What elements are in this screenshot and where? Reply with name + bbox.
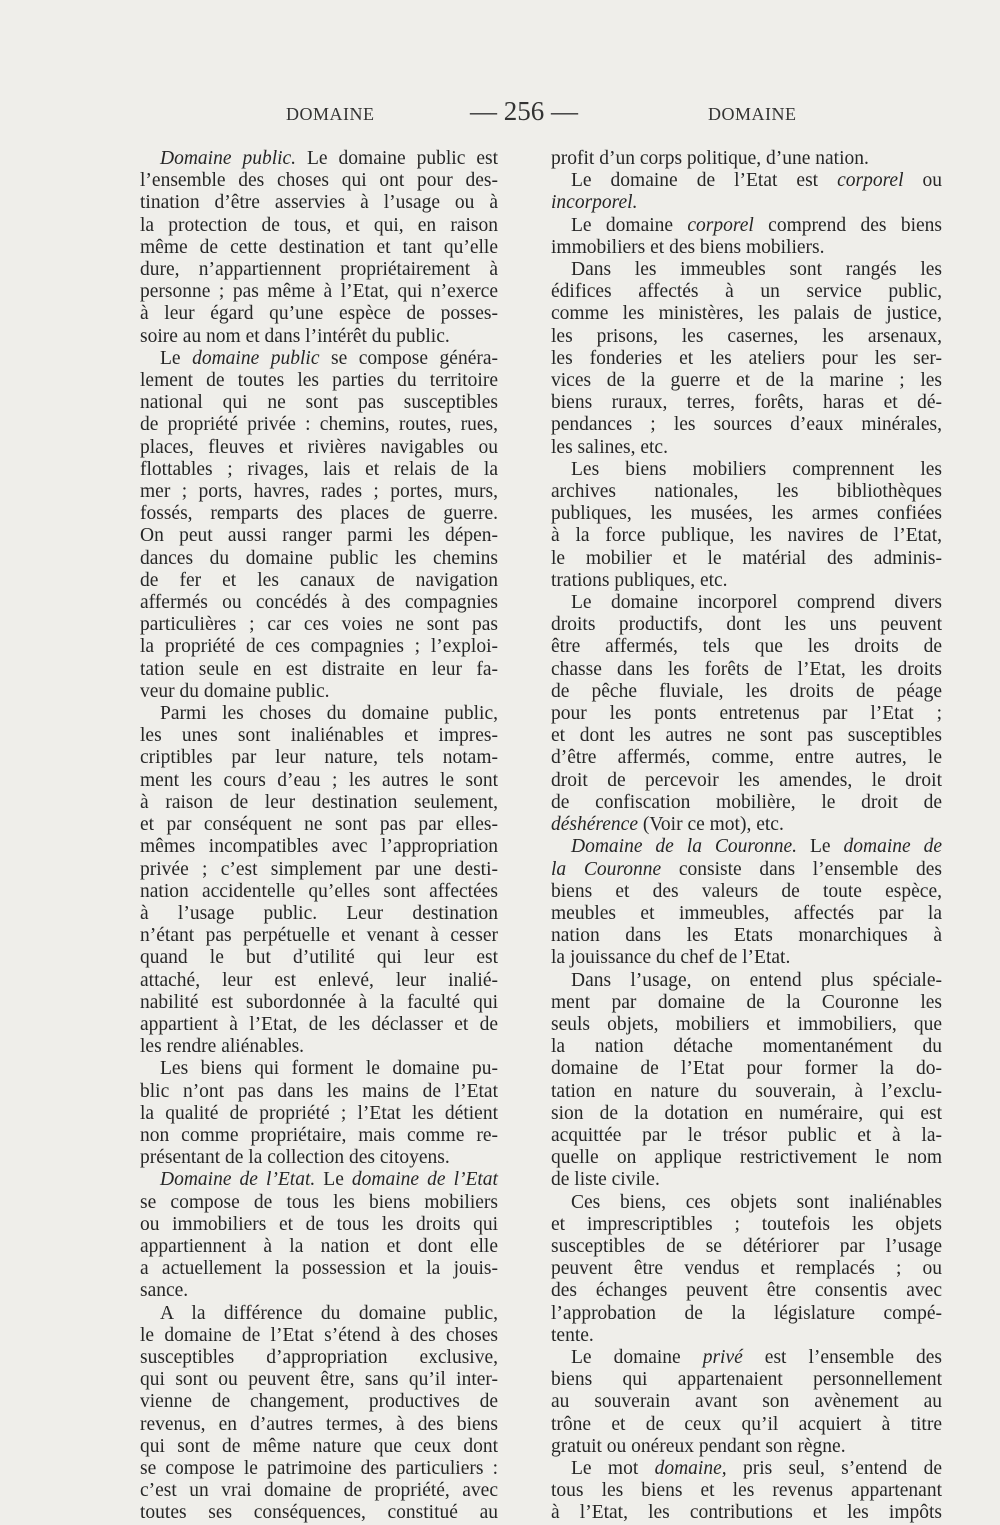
text-line bbox=[551, 970, 942, 992]
text-line bbox=[551, 814, 942, 836]
right-column bbox=[551, 148, 942, 1525]
text-segment: tation en nature du souverain, à l’exclu- bbox=[551, 1080, 942, 1102]
text-line bbox=[551, 1280, 942, 1302]
text-line bbox=[551, 992, 942, 1014]
text-segment: non comme propriétaire, mais comme re- bbox=[140, 1124, 498, 1146]
text-line bbox=[551, 259, 942, 281]
text-line bbox=[551, 770, 942, 792]
text-line bbox=[140, 725, 498, 747]
page-number: — 256 — bbox=[470, 96, 578, 126]
text-line bbox=[140, 1436, 498, 1458]
text-line bbox=[140, 947, 498, 969]
text-line bbox=[551, 237, 942, 259]
text-line bbox=[551, 1414, 942, 1436]
text-segment: revenus, en d’autres termes, à des biens bbox=[140, 1413, 498, 1435]
page-header bbox=[0, 96, 1000, 128]
text-segment: toutes ses conséquences, constitué au bbox=[140, 1502, 498, 1524]
text-segment: Le domaine de l’Etat est bbox=[571, 170, 838, 192]
text-segment: A la différence du domaine public, bbox=[160, 1302, 498, 1324]
text-segment: les salines, etc. bbox=[551, 436, 668, 458]
text-segment: l’approbation de la législature compé- bbox=[551, 1302, 942, 1324]
text-segment: et imprescriptibles ; toutefois les objets bbox=[551, 1213, 942, 1235]
text-line bbox=[140, 681, 498, 703]
text-segment: peuvent être vendus et remplacés ; ou bbox=[551, 1258, 942, 1280]
text-line bbox=[140, 392, 498, 414]
text-segment: On peut aussi ranger parmi les dépen- bbox=[140, 525, 498, 547]
text-segment: nabilité est subordonnée à la faculté qui bbox=[140, 991, 498, 1013]
text-segment: pendances ; les sources d’eaux minérales, bbox=[551, 414, 942, 436]
italic-text: domaine de l’Etat bbox=[351, 1169, 498, 1191]
text-segment: à raison de leur destination seulement, bbox=[140, 791, 498, 813]
text-line bbox=[140, 1280, 498, 1302]
text-line bbox=[140, 836, 498, 858]
text-line bbox=[140, 414, 498, 436]
text-line bbox=[551, 925, 942, 947]
text-segment: Dans l’usage, on entend plus spéciale- bbox=[571, 969, 942, 991]
text-line bbox=[140, 1325, 498, 1347]
text-line bbox=[140, 437, 498, 459]
text-segment: nation accidentelle qu’elles sont affectées bbox=[140, 880, 498, 902]
text-line bbox=[551, 881, 942, 903]
text-line bbox=[140, 1103, 498, 1125]
italic-text: la Couronne bbox=[551, 858, 662, 880]
text-segment: gratuit ou onéreux pendant son règne. bbox=[551, 1435, 846, 1457]
text-line bbox=[551, 503, 942, 525]
text-line bbox=[140, 326, 498, 348]
text-line bbox=[140, 1414, 498, 1436]
text-line bbox=[140, 215, 498, 237]
text-segment: Dans les immeubles sont rangés les bbox=[571, 259, 942, 281]
text-line bbox=[551, 947, 942, 969]
text-line bbox=[140, 1125, 498, 1147]
text-line bbox=[140, 1014, 498, 1036]
text-segment: Ces biens, ces objets sont inaliénables bbox=[571, 1191, 942, 1213]
italic-text: privé bbox=[702, 1346, 743, 1368]
text-segment: domaine de l’Etat pour former la do- bbox=[551, 1058, 942, 1080]
text-segment: sance. bbox=[140, 1280, 189, 1302]
text-segment: à l’usage public. Leur destination bbox=[140, 902, 498, 924]
text-line bbox=[140, 881, 498, 903]
text-line bbox=[551, 1214, 942, 1236]
text-segment: ou bbox=[903, 170, 943, 192]
text-segment: la protection de tous, et qui, en raison bbox=[140, 214, 498, 236]
text-line bbox=[551, 370, 942, 392]
text-segment: tation seule en est distraite en leur fa- bbox=[140, 658, 498, 680]
text-segment: acquittée par le trésor public et à la- bbox=[551, 1124, 942, 1146]
italic-text: Domaine de l’Etat. bbox=[160, 1169, 316, 1191]
text-segment: nation dans les Etats monarchiques à bbox=[551, 925, 942, 947]
text-segment: mêmes incompatibles avec l’appropriation bbox=[140, 836, 498, 858]
text-segment: mer ; ports, havres, rades ; portes, murs, bbox=[140, 481, 498, 503]
text-segment: biens qui appartenaient personnellement bbox=[551, 1369, 942, 1391]
text-segment: Le domaine incorporel comprend divers bbox=[571, 592, 942, 614]
text-line bbox=[551, 903, 942, 925]
text-line bbox=[140, 1369, 498, 1391]
text-line bbox=[551, 1391, 942, 1413]
text-line bbox=[140, 747, 498, 769]
text-segment: Le domaine public est bbox=[296, 148, 498, 169]
text-segment: ment par domaine de la Couronne les bbox=[551, 991, 942, 1013]
text-segment: et par conséquent ne sont pas par elles- bbox=[140, 814, 498, 836]
text-line bbox=[140, 192, 498, 214]
text-segment: chasse dans les forêts de l’Etat, les droits bbox=[551, 658, 942, 680]
text-line bbox=[140, 792, 498, 814]
text-segment: de pêche fluviale, les droits de péage bbox=[551, 680, 942, 702]
text-line bbox=[140, 614, 498, 636]
text-segment: Les biens mobiliers comprennent les bbox=[571, 458, 942, 480]
text-segment: n’étant pas perpétuelle et venant à cesser bbox=[140, 925, 498, 947]
text-line bbox=[140, 970, 498, 992]
text-segment: biens et des valeurs de toute espèce, bbox=[551, 880, 942, 902]
text-segment: Le domaine bbox=[571, 1346, 703, 1368]
text-line bbox=[140, 1169, 498, 1191]
text-line bbox=[551, 1169, 942, 1191]
text-segment: à leur égard qu’une espèce de posses- bbox=[140, 303, 498, 325]
text-segment: quelle on applique restrictivement le nom bbox=[551, 1147, 942, 1169]
text-segment: des échanges peuvent être consentis avec bbox=[551, 1280, 942, 1302]
text-line bbox=[140, 348, 498, 370]
italic-text: domaine, bbox=[654, 1457, 727, 1479]
text-segment: le domaine de l’Etat s’étend à des choses bbox=[140, 1324, 498, 1346]
text-segment: Parmi les choses du domaine public, bbox=[160, 703, 498, 725]
text-segment: à la force publique, les navires de l’Etat, bbox=[551, 525, 942, 547]
text-line bbox=[140, 925, 498, 947]
running-head-left: DOMAINE bbox=[286, 104, 375, 124]
text-line bbox=[140, 148, 498, 170]
text-line bbox=[140, 1258, 498, 1280]
text-segment: susceptibles de se détériorer par l’usage bbox=[551, 1235, 942, 1257]
text-segment: qui sont de même nature que ceux dont bbox=[140, 1435, 498, 1457]
text-segment: se compose de tous les biens mobiliers bbox=[140, 1191, 498, 1213]
text-segment: vienne de changement, productives de bbox=[140, 1391, 498, 1413]
text-segment: (Voir ce mot), etc. bbox=[637, 814, 784, 836]
text-segment: appartiennent à la nation et dont elle bbox=[140, 1235, 498, 1257]
text-segment: la qualité de propriété ; l’Etat les détient bbox=[140, 1102, 498, 1124]
text-line bbox=[551, 725, 942, 747]
text-line bbox=[140, 1502, 498, 1524]
text-segment: meubles et immeubles, affectés par la bbox=[551, 902, 942, 924]
text-segment: droit de percevoir les amendes, le droit bbox=[551, 769, 942, 791]
text-segment: l’ensemble des choses qui ont pour des- bbox=[140, 170, 498, 192]
text-segment: les rendre aliénables. bbox=[140, 1036, 305, 1058]
italic-text: domaine public bbox=[192, 347, 320, 369]
text-line bbox=[140, 170, 498, 192]
text-segment: et dont les autres ne sont pas susceptibles bbox=[551, 725, 942, 747]
italic-text: corporel bbox=[837, 170, 904, 192]
text-line bbox=[551, 392, 942, 414]
text-line bbox=[551, 303, 942, 325]
running-head-right: DOMAINE bbox=[708, 104, 797, 124]
text-line bbox=[551, 1458, 942, 1480]
left-column bbox=[140, 148, 498, 1525]
text-segment: criptibles par leur nature, tels notam- bbox=[140, 747, 498, 769]
text-line bbox=[140, 237, 498, 259]
text-segment: comprend des biens bbox=[753, 214, 942, 236]
text-segment: de propriété privée : chemins, routes, rues, bbox=[140, 414, 498, 436]
text-line bbox=[551, 614, 942, 636]
text-line bbox=[140, 303, 498, 325]
text-line bbox=[551, 747, 942, 769]
text-line bbox=[140, 459, 498, 481]
text-segment: Le bbox=[315, 1169, 352, 1191]
text-segment: au souverain avant son avènement au bbox=[551, 1391, 942, 1413]
text-line bbox=[551, 1103, 942, 1125]
text-segment: Les biens qui forment le domaine pu- bbox=[160, 1058, 498, 1080]
text-segment: présentant de la collection des citoyens. bbox=[140, 1147, 450, 1169]
text-line bbox=[140, 1391, 498, 1413]
text-segment: les fonderies et les ateliers pour les ser- bbox=[551, 347, 942, 369]
text-segment: flottables ; rivages, lais et relais de la bbox=[140, 458, 498, 480]
text-segment: a actuellement la possession et la jouis- bbox=[140, 1258, 498, 1280]
text-line bbox=[551, 659, 942, 681]
text-segment: attaché, leur est enlevé, leur inalié- bbox=[140, 969, 498, 991]
text-segment: de liste civile. bbox=[551, 1169, 660, 1191]
text-line bbox=[551, 1502, 942, 1524]
text-segment: la jouissance du chef de l’Etat. bbox=[551, 947, 791, 969]
text-segment: blic n’ont pas dans les mains de l’Etat bbox=[140, 1080, 498, 1102]
text-line bbox=[140, 1480, 498, 1502]
italic-text: Domaine public. bbox=[160, 148, 297, 169]
text-segment: les unes sont inaliénables et impres- bbox=[140, 725, 498, 747]
text-segment: Le domaine bbox=[571, 214, 688, 236]
text-segment: qui sont ou peuvent être, sans qu’il inter- bbox=[140, 1369, 498, 1391]
text-segment: les prisons, les casernes, les arsenaux, bbox=[551, 325, 942, 347]
text-line bbox=[140, 1192, 498, 1214]
text-line bbox=[551, 481, 942, 503]
text-segment: trations publiques, etc. bbox=[551, 569, 728, 591]
text-line bbox=[140, 636, 498, 658]
text-segment: à l’Etat, les contributions et les impôts bbox=[551, 1502, 942, 1524]
text-line bbox=[140, 814, 498, 836]
text-line bbox=[140, 503, 498, 525]
text-line bbox=[551, 836, 942, 858]
text-segment: est l’ensemble des bbox=[742, 1346, 942, 1368]
text-line bbox=[551, 636, 942, 658]
text-line bbox=[140, 859, 498, 881]
italic-text: domaine de bbox=[843, 836, 943, 858]
text-line bbox=[551, 192, 942, 214]
text-segment: soire au nom et dans l’intérêt du public. bbox=[140, 325, 450, 347]
text-line bbox=[551, 792, 942, 814]
text-segment: archives nationales, les bibliothèques bbox=[551, 481, 942, 503]
text-segment: appartient à l’Etat, de les déclasser et de bbox=[140, 1013, 498, 1035]
italic-text: déshérence bbox=[551, 814, 638, 836]
text-segment: affermés ou concédés à des compagnies bbox=[140, 592, 498, 614]
text-segment: trône et de ceux qu’il acquiert à titre bbox=[551, 1413, 942, 1435]
text-segment: places, fleuves et rivières navigables ou bbox=[140, 436, 498, 458]
text-segment: ment les cours d’eau ; les autres le sont bbox=[140, 769, 498, 791]
text-segment: édifices affectés à un service public, bbox=[551, 281, 942, 303]
text-line bbox=[140, 525, 498, 547]
text-segment: d’être affermés, comme, entre autres, le bbox=[551, 747, 942, 769]
text-segment: la nation détache momentanément du bbox=[551, 1036, 942, 1058]
text-line bbox=[551, 592, 942, 614]
text-segment: fossés, remparts des places de guerre. bbox=[140, 503, 498, 525]
text-segment: de fer et les canaux de navigation bbox=[140, 569, 498, 591]
text-line bbox=[140, 370, 498, 392]
text-line bbox=[551, 148, 942, 170]
text-line bbox=[551, 681, 942, 703]
text-segment: susceptibles d’appropriation exclusive, bbox=[140, 1346, 498, 1368]
text-line bbox=[551, 525, 942, 547]
text-line bbox=[551, 326, 942, 348]
text-segment: être affermés, tels que les droits de bbox=[551, 636, 942, 658]
text-segment: tous les biens et les revenus appartenant bbox=[551, 1480, 942, 1502]
text-line bbox=[551, 1436, 942, 1458]
text-line bbox=[140, 992, 498, 1014]
text-line bbox=[140, 281, 498, 303]
text-segment: dure, n’appartiennent propriétairement à bbox=[140, 259, 498, 281]
text-line bbox=[551, 348, 942, 370]
text-segment: pris seul, s’entend de bbox=[726, 1457, 942, 1479]
text-segment: publiques, les musées, les armes confiées bbox=[551, 503, 942, 525]
text-segment: sion de la dotation en numéraire, qui est bbox=[551, 1102, 942, 1124]
italic-text: corporel bbox=[687, 214, 754, 236]
text-line bbox=[551, 1347, 942, 1369]
text-segment: consiste dans l’ensemble des bbox=[661, 858, 942, 880]
text-line bbox=[140, 1236, 498, 1258]
text-segment: Le mot bbox=[571, 1457, 655, 1479]
text-segment: immobiliers et des biens mobiliers. bbox=[551, 236, 825, 258]
text-line bbox=[140, 903, 498, 925]
text-segment: la propriété de ces compagnies ; l’exploi- bbox=[140, 636, 498, 658]
text-line bbox=[140, 703, 498, 725]
italic-text: incorporel. bbox=[551, 192, 638, 214]
text-line bbox=[551, 1058, 942, 1080]
text-line bbox=[140, 1458, 498, 1480]
text-line bbox=[551, 459, 942, 481]
text-line bbox=[140, 659, 498, 681]
text-line bbox=[551, 1236, 942, 1258]
text-segment: profit d’un corps politique, d’une nation. bbox=[551, 148, 869, 169]
text-line bbox=[551, 1258, 942, 1280]
text-line bbox=[140, 1081, 498, 1103]
text-line bbox=[551, 1014, 942, 1036]
text-line bbox=[551, 1480, 942, 1502]
text-segment: même de cette destination et tant qu’elle bbox=[140, 236, 498, 258]
text-line bbox=[551, 1147, 942, 1169]
text-segment: national qui ne sont pas susceptibles bbox=[140, 392, 498, 414]
text-segment: comme les ministères, les palais de justice, bbox=[551, 303, 942, 325]
text-segment: lement de toutes les parties du territoire bbox=[140, 370, 498, 392]
text-segment: biens ruraux, terres, forêts, haras et dé- bbox=[551, 392, 942, 414]
text-segment: particulières ; car ces voies ne sont pas bbox=[140, 614, 498, 636]
text-line bbox=[140, 1214, 498, 1236]
text-line bbox=[140, 770, 498, 792]
text-segment: pour les ponts entretenus par l’Etat ; bbox=[551, 703, 942, 725]
text-line bbox=[551, 548, 942, 570]
text-segment: tination d’être asservies à l’usage ou à bbox=[140, 192, 498, 214]
text-segment: veur du domaine public. bbox=[140, 680, 330, 702]
text-line bbox=[551, 1192, 942, 1214]
text-line bbox=[551, 1303, 942, 1325]
text-segment: ou immobiliers et de tous les droits qui bbox=[140, 1213, 498, 1235]
text-line bbox=[140, 592, 498, 614]
text-line bbox=[551, 1325, 942, 1347]
text-segment: dances du domaine public les chemins bbox=[140, 547, 498, 569]
text-line bbox=[140, 481, 498, 503]
text-line bbox=[551, 170, 942, 192]
text-segment: se compose généra- bbox=[319, 347, 498, 369]
text-line bbox=[140, 548, 498, 570]
text-segment: Le bbox=[160, 347, 193, 369]
text-line bbox=[140, 1347, 498, 1369]
text-line bbox=[551, 414, 942, 436]
text-line bbox=[551, 859, 942, 881]
text-line bbox=[551, 1125, 942, 1147]
text-segment: se compose le patrimoine des particuliers : bbox=[140, 1457, 498, 1479]
text-line bbox=[551, 437, 942, 459]
text-line bbox=[140, 259, 498, 281]
text-segment: personne ; pas même à l’Etat, qui n’exerce bbox=[140, 281, 498, 303]
text-line bbox=[140, 1036, 498, 1058]
text-line bbox=[551, 570, 942, 592]
text-line bbox=[551, 281, 942, 303]
text-segment: droits productifs, dont les uns peuvent bbox=[551, 614, 942, 636]
text-line bbox=[551, 1081, 942, 1103]
text-segment: vices de la guerre et de la marine ; les bbox=[551, 370, 942, 392]
text-segment: seuls objets, mobiliers et immobiliers, que bbox=[551, 1013, 942, 1035]
text-line bbox=[140, 570, 498, 592]
italic-text: Domaine de la Couronne. bbox=[571, 836, 798, 858]
text-segment: le mobilier et le matérial des adminis- bbox=[551, 547, 942, 569]
text-segment: tente. bbox=[551, 1324, 594, 1346]
text-segment: quand le but d’utilité qui leur est bbox=[140, 947, 498, 969]
text-line bbox=[551, 215, 942, 237]
text-segment: c’est un vrai domaine de propriété, avec bbox=[140, 1480, 498, 1502]
text-line bbox=[551, 1369, 942, 1391]
text-line bbox=[140, 1058, 498, 1080]
text-segment: privée ; c’est simplement par une desti- bbox=[140, 858, 498, 880]
text-line bbox=[140, 1303, 498, 1325]
text-line bbox=[551, 703, 942, 725]
text-segment: de confiscation mobilière, le droit de bbox=[551, 791, 942, 813]
text-segment: Le bbox=[797, 836, 844, 858]
text-line bbox=[140, 1147, 498, 1169]
text-line bbox=[551, 1036, 942, 1058]
